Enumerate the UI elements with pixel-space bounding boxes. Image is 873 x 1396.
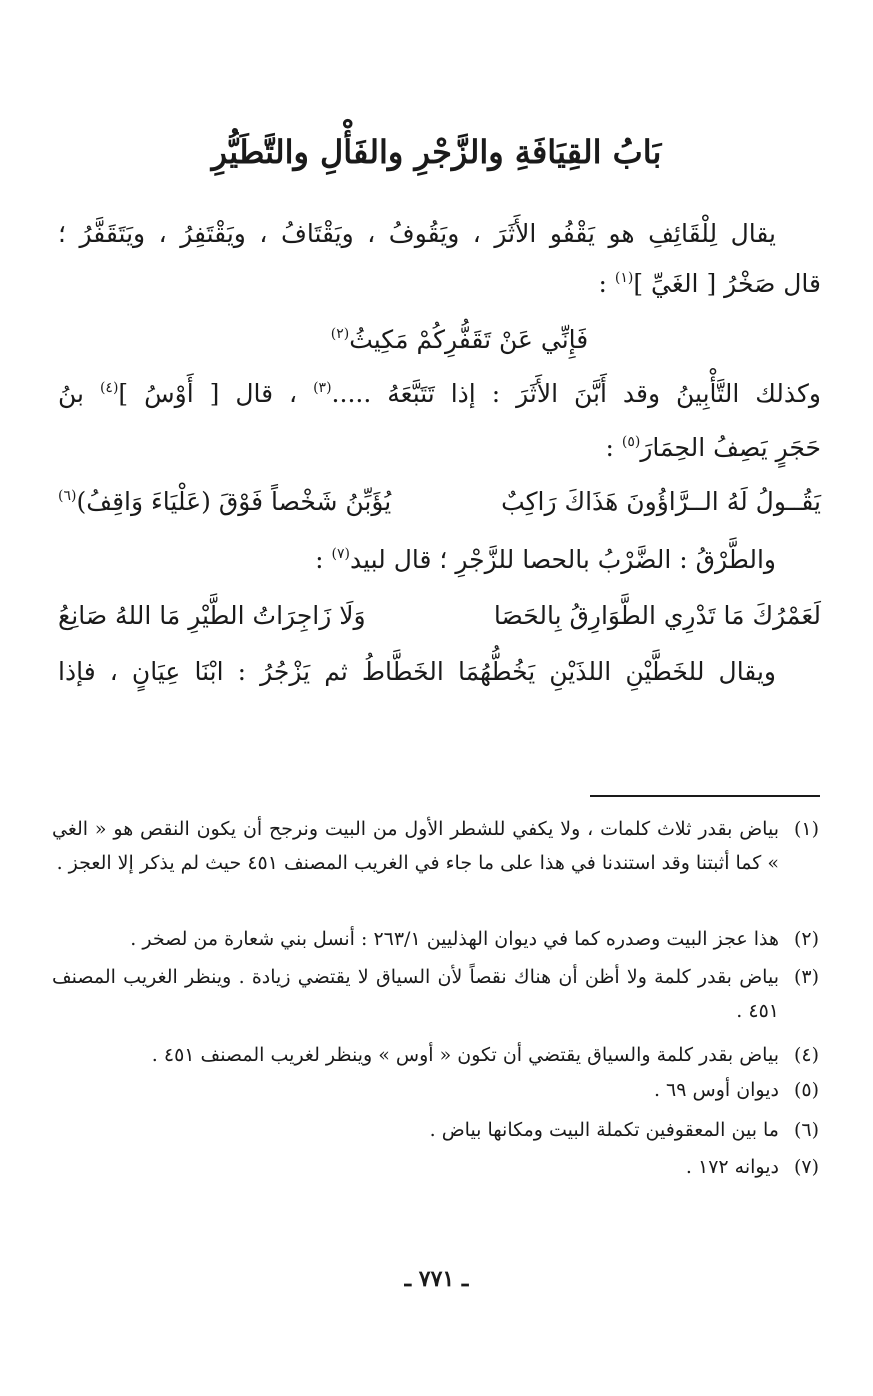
verse-hemistich-left: وَلَا زَاجِرَاتُ الطَّيْرِ مَا اللهُ صَانِعُ bbox=[58, 601, 366, 630]
footnote-ref: (٦) bbox=[58, 488, 77, 504]
footnote-7 bbox=[52, 1150, 823, 1184]
footnote-ref: (١) bbox=[614, 270, 634, 286]
body-line-4 bbox=[58, 374, 821, 414]
footnote-5 bbox=[52, 1073, 823, 1107]
verse-line-1 bbox=[58, 482, 821, 522]
footnote-number: (٤) bbox=[793, 1044, 819, 1066]
footnote-ref: (٤) bbox=[99, 380, 119, 396]
verse-hemistich-left: يُؤَبِّنُ شَخْصاً فَوْقَ (عَلْيَاءَ وَاقِفُ)$^{(٦)}$ bbox=[58, 487, 392, 516]
footnote-text: ديوان أوس ٦٩ . bbox=[653, 1079, 779, 1101]
footnote-ref: (٥) bbox=[621, 434, 641, 450]
body-text: : bbox=[598, 269, 615, 298]
footnote-ref: (٣) bbox=[313, 380, 332, 396]
footnote-number: (٦) bbox=[793, 1119, 819, 1141]
body-text: قال صَخْرُ [ الغَيِّ ] bbox=[633, 269, 821, 298]
body-text: : bbox=[315, 545, 332, 574]
verse-half-line bbox=[58, 320, 821, 360]
footnote-number: (١) bbox=[793, 818, 819, 840]
footnote-4 bbox=[52, 1038, 823, 1072]
verse-hemistich-right: يَقُــولُ لَهُ الــرَّاؤُونَ هَذَاكَ رَاكِبٌ bbox=[501, 487, 821, 516]
body-line-5 bbox=[58, 428, 821, 468]
verse-line-2 bbox=[58, 596, 821, 636]
footnote-number: (٧) bbox=[793, 1156, 819, 1178]
footnote-number: (٣) bbox=[793, 966, 819, 988]
body-text: : bbox=[605, 433, 622, 462]
body-text: وكذلك التَّأْبِينُ وقد أَبَّنَ الأَثَرَ : إذا تَتَبَّعَهُ ..... bbox=[331, 379, 822, 408]
body-line-7 bbox=[58, 540, 821, 580]
footnote-ref: (٢) bbox=[330, 326, 350, 342]
footnote-1 bbox=[52, 812, 823, 880]
footnote-text: بياض بقدر ثلاث كلمات ، ولا يكفي للشطر الأول من البيت ونرجح أن يكون النقص هو « الغي » كما أثبتنا وقد استندنا في هذا على ما جاء في الغريب المصنف ٤٥١ حيث لم يذكر إلا العجز . bbox=[52, 818, 779, 874]
footnote-6 bbox=[52, 1113, 823, 1147]
chapter-title: بَابُ القِيَافَةِ والزَّجْرِ والفَأْلِ والتَّطَيُّرِ bbox=[211, 133, 662, 171]
footnote-text: بياض بقدر كلمة والسياق يقتضي أن تكون « أوس » وينظر لغريب المصنف ٤٥١ . bbox=[151, 1044, 779, 1066]
body-line-9: ويقال للخَطَّيْنِ اللذَيْنِ يَخُطُّهُمَا الخَطَّاطُ ثم يَزْجُرُ : ابْنَا عِيَانٍ ، فإذا bbox=[58, 657, 776, 686]
footnote-text: بياض بقدر كلمة ولا أظن أن هناك نقصاً لأن السياق لا يقتضي زيادة . وينظر الغريب المصنف ٤٥١ . bbox=[52, 966, 779, 1022]
footnote-number: (٢) bbox=[793, 928, 819, 950]
footnote-separator bbox=[590, 795, 820, 797]
page-number: ـ ٧٧١ ـ bbox=[404, 1266, 469, 1292]
body-text: حَجَرٍ يَصِفُ الحِمَارَ bbox=[640, 433, 821, 462]
body-line-2 bbox=[58, 264, 821, 304]
footnote-text: هذا عجز البيت وصدره كما في ديوان الهذليين ٢٦٣/١ : أنسل بني شعارة من لصخر . bbox=[130, 928, 779, 950]
footnote-2 bbox=[52, 922, 823, 956]
verse-hemistich: فَإِنِّي عَنْ تَقَفُّرِكُمْ مَكِيثُ$^{(٢)}$ bbox=[330, 325, 589, 354]
body-text: بنُ bbox=[58, 379, 100, 408]
footnote-ref: (٧) bbox=[331, 546, 350, 562]
body-text: والطَّرْقُ : الضَّرْبُ بالحصا للزَّجْرِ ؛ قال لبيد bbox=[349, 545, 776, 574]
verse-hemistich-right: لَعَمْرُكَ مَا تَدْرِي الطَّوَارِقُ بِالحَصَا bbox=[493, 601, 821, 630]
footnote-3 bbox=[52, 960, 823, 1028]
footnote-text: ما بين المعقوفين تكملة البيت ومكانها بياض . bbox=[429, 1119, 779, 1141]
body-line-1: يقال لِلْقَائِفِ هو يَقْفُو الأَثَرَ ، ويَقُوفُ ، ويَقْتَافُ ، ويَقْتَفِرُ ، ويَتَقَفَّرُ ؛ bbox=[58, 219, 776, 248]
body-text: ، قال [ أَوْسُ ] bbox=[118, 379, 314, 408]
footnote-number: (٥) bbox=[793, 1079, 819, 1101]
footnote-text: ديوانه ١٧٢ . bbox=[685, 1156, 779, 1178]
